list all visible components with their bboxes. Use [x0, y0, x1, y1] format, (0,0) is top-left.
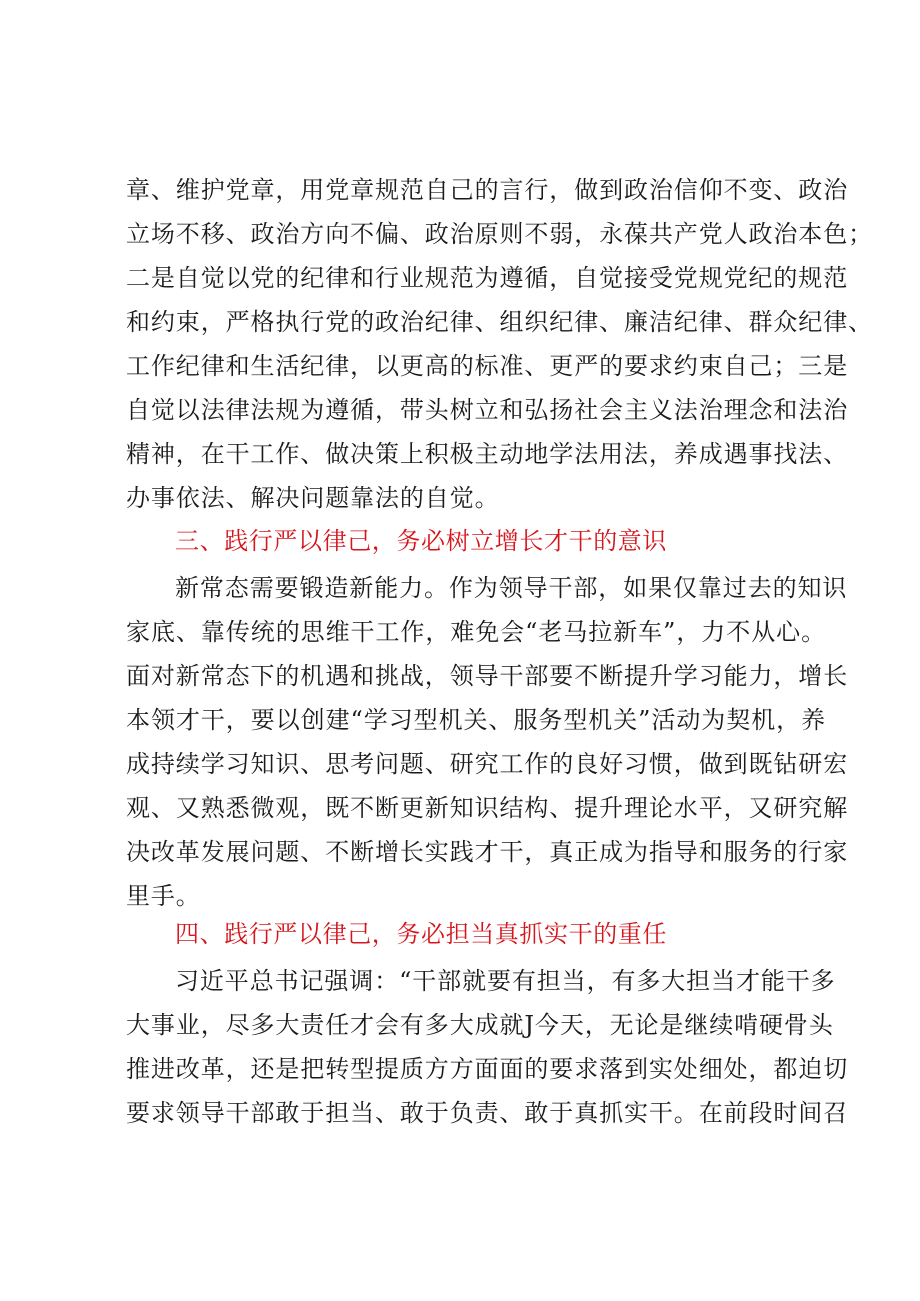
body-text-line: 里手。 — [126, 882, 201, 910]
body-text-line: 二是自觉以党的纪律和行业规范为遵循，自觉接受党规党纪的规范 — [126, 264, 849, 292]
section-heading-3: 三、践行严以律己，务必树立增长才干的意识 — [175, 527, 667, 555]
body-text-line: 本领才干，要以创建“学习型机关、服务型机关”活动为契机，养 — [126, 706, 826, 734]
body-text-line: 面对新常态下的机遇和挑战，领导干部要不断提升学习能力，增长 — [126, 662, 849, 690]
body-text-line: 自觉以法律法规为遵循，带头树立和弘扬社会主义法治理念和法治 — [126, 396, 849, 424]
body-text-line: 大事业，尽多大责任才会有多大成就J今天，无论是继续啃硬骨头 — [126, 1011, 834, 1039]
body-text-line: 新常态需要锻造新能力。作为领导干部，如果仅靠过去的知识 — [175, 574, 848, 602]
body-text-line: 家底、靠传统的思维干工作，难免会“老马拉新车”，力不从心。 — [126, 618, 826, 646]
body-text-line: 观、又熟悉微观，既不断更新知识结构、提升理论水平，又研究解 — [126, 794, 849, 822]
body-text-line: 办事依法、解决问题靠法的自觉。 — [126, 484, 500, 512]
body-text-line: 和约束，严格执行党的政治纪律、组织纪律、廉洁纪律、群众纪律、 — [126, 308, 873, 336]
body-text-line: 要求领导干部敢于担当、敢于负责、敢于真抓实干。在前段时间召 — [126, 1099, 849, 1127]
body-text-line: 决改革发展问题、不断增长实践才干，真正成为指导和服务的行家 — [126, 838, 849, 866]
body-text-line: 工作纪律和生活纪律，以更高的标准、更严的要求约束自己；三是 — [126, 352, 849, 380]
body-text-line: 推进改革，还是把转型提质方方面面的要求落到实处细处，都迫切 — [126, 1055, 849, 1083]
section-heading-4: 四、践行严以律己，务必担当真抓实干的重任 — [175, 920, 667, 948]
body-text-line: 习近平总书记强调：“干部就要有担当，有多大担当才能干多 — [175, 967, 836, 995]
body-text-line: 章、维护党章，用党章规范自己的言行，做到政治信仰不变、政治 — [126, 176, 849, 204]
body-text-line: 成持续学习知识、思考问题、研究工作的良好习惯，做到既钻研宏 — [126, 750, 849, 778]
body-text-line: 精神，在干工作、做决策上积极主动地学法用法，养成遇事找法、 — [126, 440, 849, 468]
body-text-line: 立场不移、政治方向不偏、政治原则不弱，永葆共产党人政治本色； — [126, 220, 873, 248]
